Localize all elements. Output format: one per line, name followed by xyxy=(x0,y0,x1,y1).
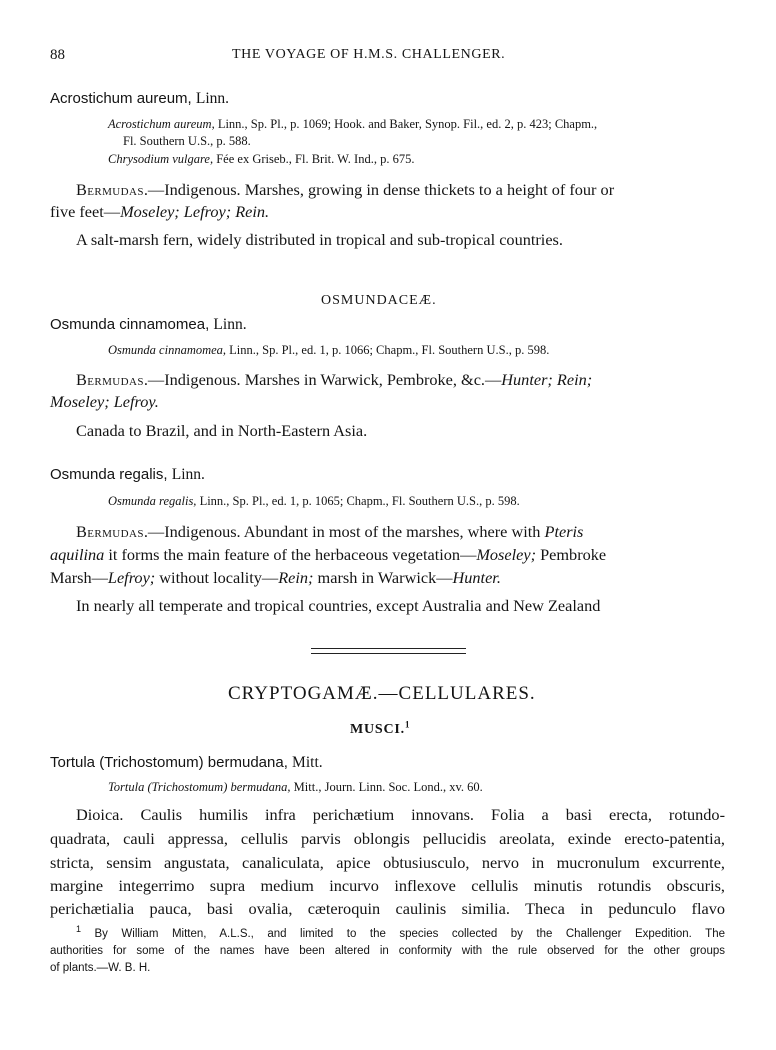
species-acrostichum-aureum: Acrostichum aureum, Linn. xyxy=(50,90,230,107)
citation-osmunda-regalis: Osmunda regalis, Linn., Sp. Pl., ed. 1, p. 1065; Chapm., Fl. Southern U.S., p. 598. xyxy=(108,494,520,508)
citation-acrostichum-1: Acrostichum aureum, Linn., Sp. Pl., p. 1069; Hook. and Baker, Synop. Fil., ed. 2, p. 423; Chapm., xyxy=(108,117,598,131)
species-osmunda-cinnamomea: Osmunda cinnamomea, Linn. xyxy=(50,316,247,333)
distribution-acrostichum: A salt-marsh fern, widely distributed in tropical and sub-tropical countries. xyxy=(76,230,563,249)
citation-tortula: Tortula (Trichostomum) bermudana, Mitt., Journ. Linn. Soc. Lond., xv. 60. xyxy=(108,780,483,794)
description-line-2: quadrata, cauli appressa, cellulis parvis oblongis pellucidis areolata, exinde erecto-patentia, xyxy=(50,829,725,848)
distribution-osmunda-cinnamomea: Canada to Brazil, and in North-Eastern Asia. xyxy=(76,421,368,440)
habitat-acrostichum-line2: five feet—Moseley; Lefroy; Rein. xyxy=(50,202,270,221)
citation-acrostichum-1-cont: Fl. Southern U.S., p. 588. xyxy=(123,134,251,148)
habitat-osmunda-regalis-line3: Marsh—Lefroy; without locality—Rein; marsh in Warwick—Hunter. xyxy=(50,568,501,587)
footnote-line-3: of plants.—W. B. H. xyxy=(50,962,151,974)
distribution-osmunda-regalis: In nearly all temperate and tropical countries, except Australia and New Zealand xyxy=(76,596,601,615)
habitat-osmunda-cinnamomea-line1: Bermudas.—Indigenous. Marshes in Warwick, Pembroke, &c.—Hunter; Rein; xyxy=(76,370,593,389)
order-heading-musci: MUSCI.$^1$ xyxy=(350,719,411,737)
habitat-osmunda-regalis-line1: Bermudas.—Indigenous. Abundant in most of the marshes, where with Pteris xyxy=(76,522,584,541)
habitat-osmunda-regalis-line2: aquilina it forms the main feature of the herbaceous vegetation—Moseley; Pembroke xyxy=(50,545,607,564)
class-heading-cryptogamae: CRYPTOGAMÆ.—CELLULARES. xyxy=(228,683,536,704)
running-title: THE VOYAGE OF H.M.S. CHALLENGER. xyxy=(232,47,506,62)
species-tortula-bermudana: Tortula (Trichostomum) bermudana, Mitt. xyxy=(50,754,323,771)
description-line-5: perichætialia pauca, basi ovalia, cæteroquin caulinis similia. Theca in pedunculo flavo xyxy=(50,899,725,918)
citation-osmunda-cinnamomea: Osmunda cinnamomea, Linn., Sp. Pl., ed. 1, p. 1066; Chapm., Fl. Southern U.S., p. 598. xyxy=(108,343,550,357)
family-heading-osmundaceae: OSMUNDACEÆ. xyxy=(321,293,437,308)
section-divider-bottom xyxy=(311,653,466,654)
description-line-4: margine integerrimo supra medium incurvo inflexove cellulis minutis rotundis obscuris, xyxy=(50,876,725,895)
section-divider-top xyxy=(311,648,466,649)
page-number: 88 xyxy=(50,47,65,63)
footnote-ref: 1 xyxy=(404,719,411,730)
citation-acrostichum-2: Chrysodium vulgare, Fée ex Griseb., Fl. Brit. W. Ind., p. 675. xyxy=(108,152,415,166)
footnote-line-2: authorities for some of the names have been altered in conformity with the rule observed for the other groups xyxy=(50,945,725,957)
habitat-acrostichum-line1: Bermudas.—Indigenous. Marshes, growing in dense thickets to a height of four or xyxy=(76,180,615,199)
habitat-osmunda-cinnamomea-line2: Moseley; Lefroy. xyxy=(50,392,159,411)
footnote-line-1: $^1$ By William Mitten, A.L.S., and limited to the species collected by the Challenger Expedition. The xyxy=(76,924,725,940)
description-line-1: Dioica. Caulis humilis infra perichætium innovans. Folia a basi erecta, rotundo- xyxy=(76,805,725,824)
species-osmunda-regalis: Osmunda regalis, Linn. xyxy=(50,466,205,483)
description-line-3: stricta, sensim angustata, canaliculata, apice obtusiusculo, nervo in mucronulum excurrente, xyxy=(50,853,725,872)
